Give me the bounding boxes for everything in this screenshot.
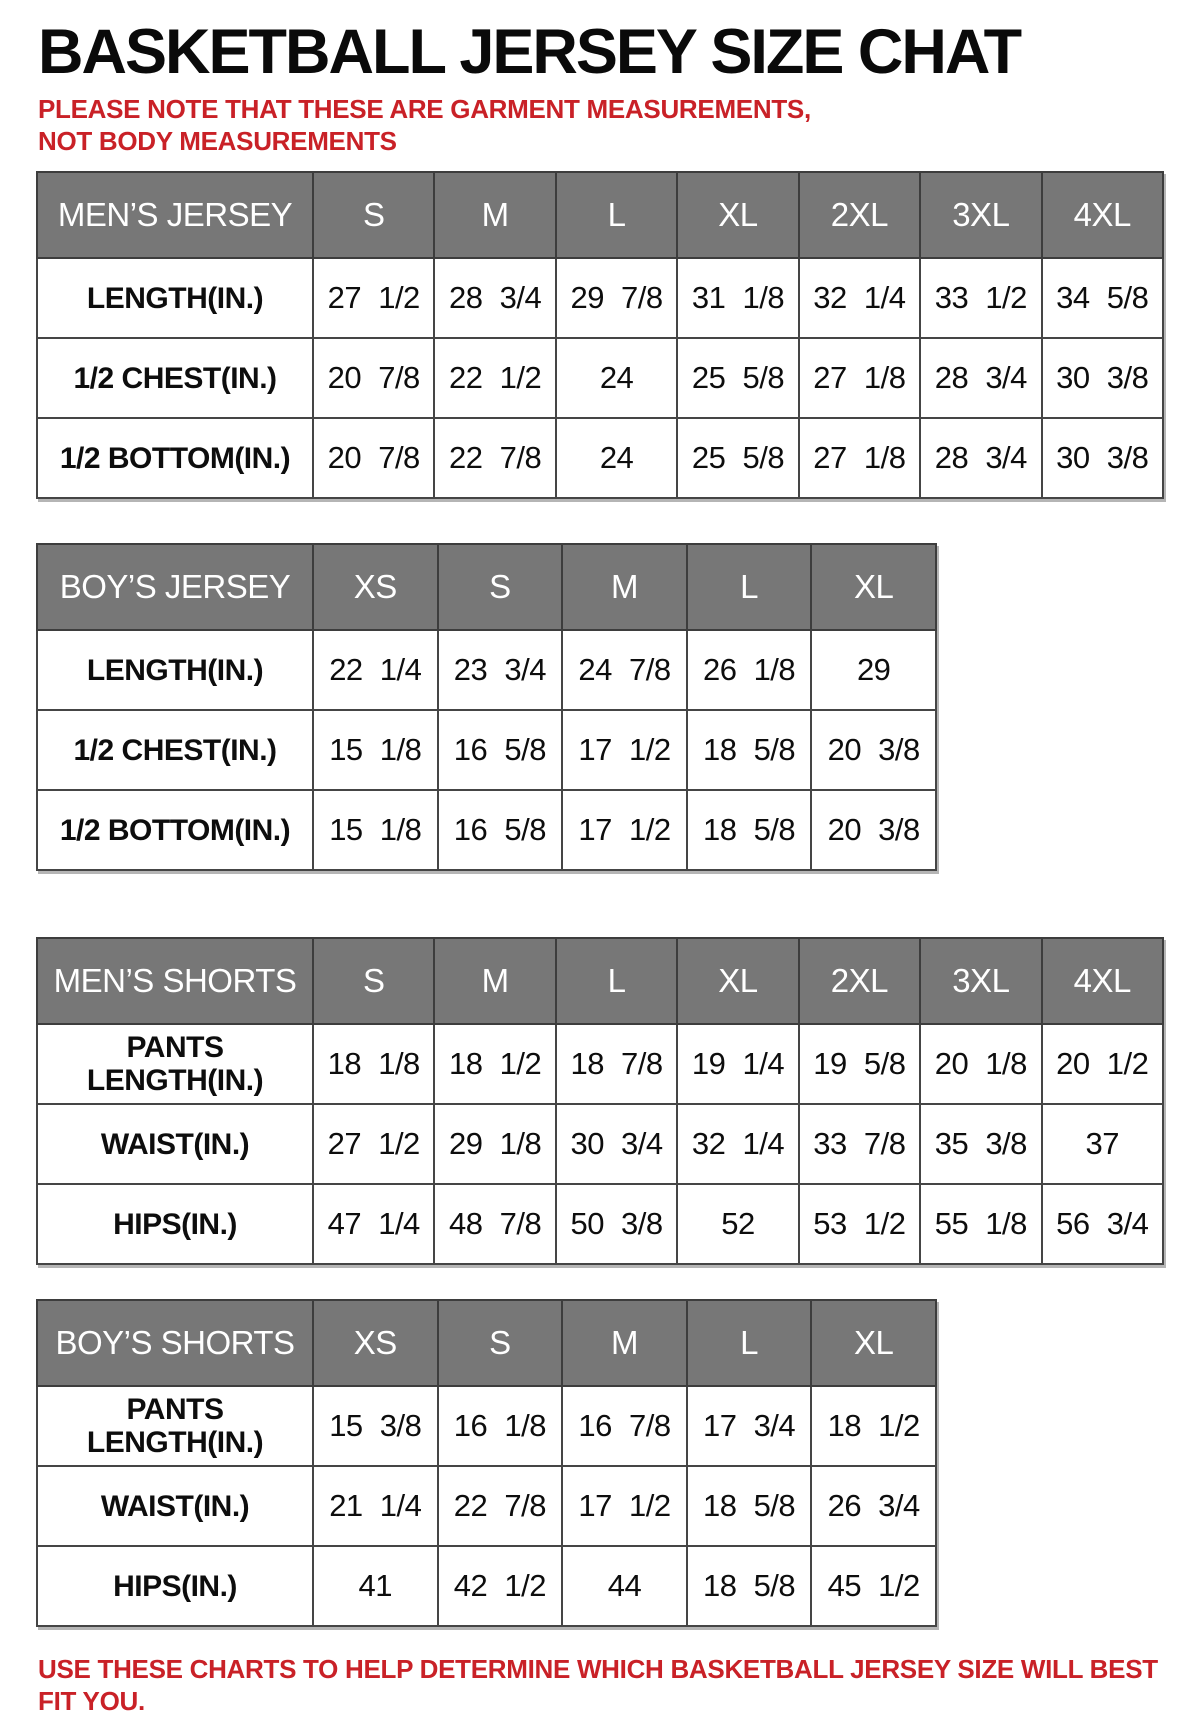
value-cell: 28 3/4 [920,418,1041,498]
value-cell: 18 5/8 [687,710,812,790]
value-cell: 35 3/8 [920,1104,1041,1184]
size-header-cell: S [313,938,434,1024]
size-header-cell: M [434,938,555,1024]
value-cell: 37 [1042,1104,1163,1184]
row-label-cell: 1/2 CHEST(IN.) [37,710,313,790]
value-cell: 24 [556,418,677,498]
size-header-cell: L [687,544,812,630]
header-row [37,1300,936,1386]
value-cell: 20 1/2 [1042,1024,1163,1104]
value-cell: 16 1/8 [438,1386,563,1466]
value-cell: 27 1/2 [313,258,434,338]
table-body [37,1386,936,1626]
table-row [37,418,1163,498]
table-head [37,544,936,630]
value-cell: 52 [677,1184,798,1264]
size-header-cell: 3XL [920,172,1041,258]
value-cell: 27 1/2 [313,1104,434,1184]
size-header-cell: S [313,172,434,258]
value-cell: 22 7/8 [438,1466,563,1546]
row-label-cell: 1/2 CHEST(IN.) [37,338,313,418]
table-row [37,630,936,710]
fit-advice-note: USE THESE CHARTS TO HELP DETERMINE WHICH BASKETBALL JERSEY SIZE WILL BEST FIT YOU. [38,1654,1158,1717]
value-cell: 32 1/4 [799,258,920,338]
value-cell: 25 5/8 [677,418,798,498]
size-header-cell: L [687,1300,812,1386]
table-row [37,1386,936,1466]
value-cell: 16 5/8 [438,710,563,790]
header-row [37,544,936,630]
row-label-cell: LENGTH(IN.) [37,630,313,710]
header-row [37,938,1163,1024]
size-header-cell: XL [677,938,798,1024]
value-cell: 17 1/2 [562,790,687,870]
size-header-cell: XL [677,172,798,258]
value-cell: 28 3/4 [434,258,555,338]
size-header-cell: 3XL [920,938,1041,1024]
value-cell: 29 7/8 [556,258,677,338]
value-cell: 56 3/4 [1042,1184,1163,1264]
size-table-boy-s-jersey [36,543,937,871]
size-header-cell: 4XL [1042,938,1163,1024]
value-cell: 18 7/8 [556,1024,677,1104]
value-cell: 22 1/2 [434,338,555,418]
value-cell: 33 7/8 [799,1104,920,1184]
size-header-cell: M [562,544,687,630]
value-cell: 20 1/8 [920,1024,1041,1104]
value-cell: 15 1/8 [313,710,438,790]
size-header-cell: 2XL [799,938,920,1024]
value-cell: 18 1/2 [811,1386,936,1466]
table-title-cell: BOY’S SHORTS [37,1300,313,1386]
value-cell: 22 7/8 [434,418,555,498]
page-title: BASKETBALL JERSEY SIZE CHAT [38,17,1021,87]
value-cell: 50 3/8 [556,1184,677,1264]
table-row [37,258,1163,338]
value-cell: 53 1/2 [799,1184,920,1264]
size-header-cell: L [556,172,677,258]
row-label-cell: 1/2 BOTTOM(IN.) [37,418,313,498]
size-header-cell: XL [811,1300,936,1386]
table-title-cell: MEN’S SHORTS [37,938,313,1024]
value-cell: 29 [811,630,936,710]
value-cell: 18 5/8 [687,1466,812,1546]
table-body [37,1024,1163,1264]
size-header-cell: M [562,1300,687,1386]
value-cell: 19 5/8 [799,1024,920,1104]
value-cell: 22 1/4 [313,630,438,710]
table-head [37,938,1163,1024]
size-table-men-s-shorts [36,937,1164,1265]
table-row [37,1184,1163,1264]
table-body [37,630,936,870]
value-cell: 30 3/8 [1042,418,1163,498]
table-head [37,1300,936,1386]
size-table-men-s-jersey [36,171,1164,499]
value-cell: 19 1/4 [677,1024,798,1104]
row-label-cell: PANTS LENGTH(IN.) [37,1386,313,1466]
value-cell: 24 7/8 [562,630,687,710]
size-header-cell: XL [811,544,936,630]
size-header-cell: 2XL [799,172,920,258]
value-cell: 20 3/8 [811,710,936,790]
value-cell: 41 [313,1546,438,1626]
row-label-cell: PANTS LENGTH(IN.) [37,1024,313,1104]
value-cell: 32 1/4 [677,1104,798,1184]
value-cell: 17 3/4 [687,1386,812,1466]
value-cell: 29 1/8 [434,1104,555,1184]
value-cell: 48 7/8 [434,1184,555,1264]
value-cell: 30 3/8 [1042,338,1163,418]
table-row [37,338,1163,418]
row-label-cell: WAIST(IN.) [37,1104,313,1184]
row-label-cell: WAIST(IN.) [37,1466,313,1546]
table-body [37,258,1163,498]
value-cell: 27 1/8 [799,418,920,498]
value-cell: 17 1/2 [562,1466,687,1546]
size-header-cell: L [556,938,677,1024]
value-cell: 33 1/2 [920,258,1041,338]
table-row [37,790,936,870]
value-cell: 31 1/8 [677,258,798,338]
value-cell: 55 1/8 [920,1184,1041,1264]
value-cell: 18 5/8 [687,1546,812,1626]
value-cell: 30 3/4 [556,1104,677,1184]
size-header-cell: S [438,544,563,630]
value-cell: 42 1/2 [438,1546,563,1626]
value-cell: 18 1/2 [434,1024,555,1104]
value-cell: 44 [562,1546,687,1626]
value-cell: 26 3/4 [811,1466,936,1546]
table-row [37,1466,936,1546]
value-cell: 18 1/8 [313,1024,434,1104]
value-cell: 34 5/8 [1042,258,1163,338]
header-row [37,172,1163,258]
value-cell: 20 7/8 [313,418,434,498]
value-cell: 20 3/8 [811,790,936,870]
table-row [37,1024,1163,1104]
size-header-cell: XS [313,1300,438,1386]
value-cell: 47 1/4 [313,1184,434,1264]
table-head [37,172,1163,258]
table-row [37,1104,1163,1184]
value-cell: 20 7/8 [313,338,434,418]
value-cell: 15 3/8 [313,1386,438,1466]
table-title-cell: MEN’S JERSEY [37,172,313,258]
size-header-cell: XS [313,544,438,630]
value-cell: 17 1/2 [562,710,687,790]
table-row [37,1546,936,1626]
value-cell: 26 1/8 [687,630,812,710]
size-header-cell: S [438,1300,563,1386]
value-cell: 28 3/4 [920,338,1041,418]
value-cell: 25 5/8 [677,338,798,418]
value-cell: 24 [556,338,677,418]
value-cell: 15 1/8 [313,790,438,870]
size-table-boy-s-shorts [36,1299,937,1627]
row-label-cell: HIPS(IN.) [37,1546,313,1626]
size-header-cell: M [434,172,555,258]
value-cell: 23 3/4 [438,630,563,710]
size-header-cell: 4XL [1042,172,1163,258]
row-label-cell: 1/2 BOTTOM(IN.) [37,790,313,870]
row-label-cell: LENGTH(IN.) [37,258,313,338]
table-row [37,710,936,790]
tables-container [36,171,1176,1627]
value-cell: 16 5/8 [438,790,563,870]
value-cell: 21 1/4 [313,1466,438,1546]
value-cell: 16 7/8 [562,1386,687,1466]
row-label-cell: HIPS(IN.) [37,1184,313,1264]
garment-measurement-note: PLEASE NOTE THAT THESE ARE GARMENT MEASUREMENTS, NOT BODY MEASUREMENTS [38,94,811,156]
value-cell: 45 1/2 [811,1546,936,1626]
table-title-cell: BOY’S JERSEY [37,544,313,630]
value-cell: 18 5/8 [687,790,812,870]
value-cell: 27 1/8 [799,338,920,418]
